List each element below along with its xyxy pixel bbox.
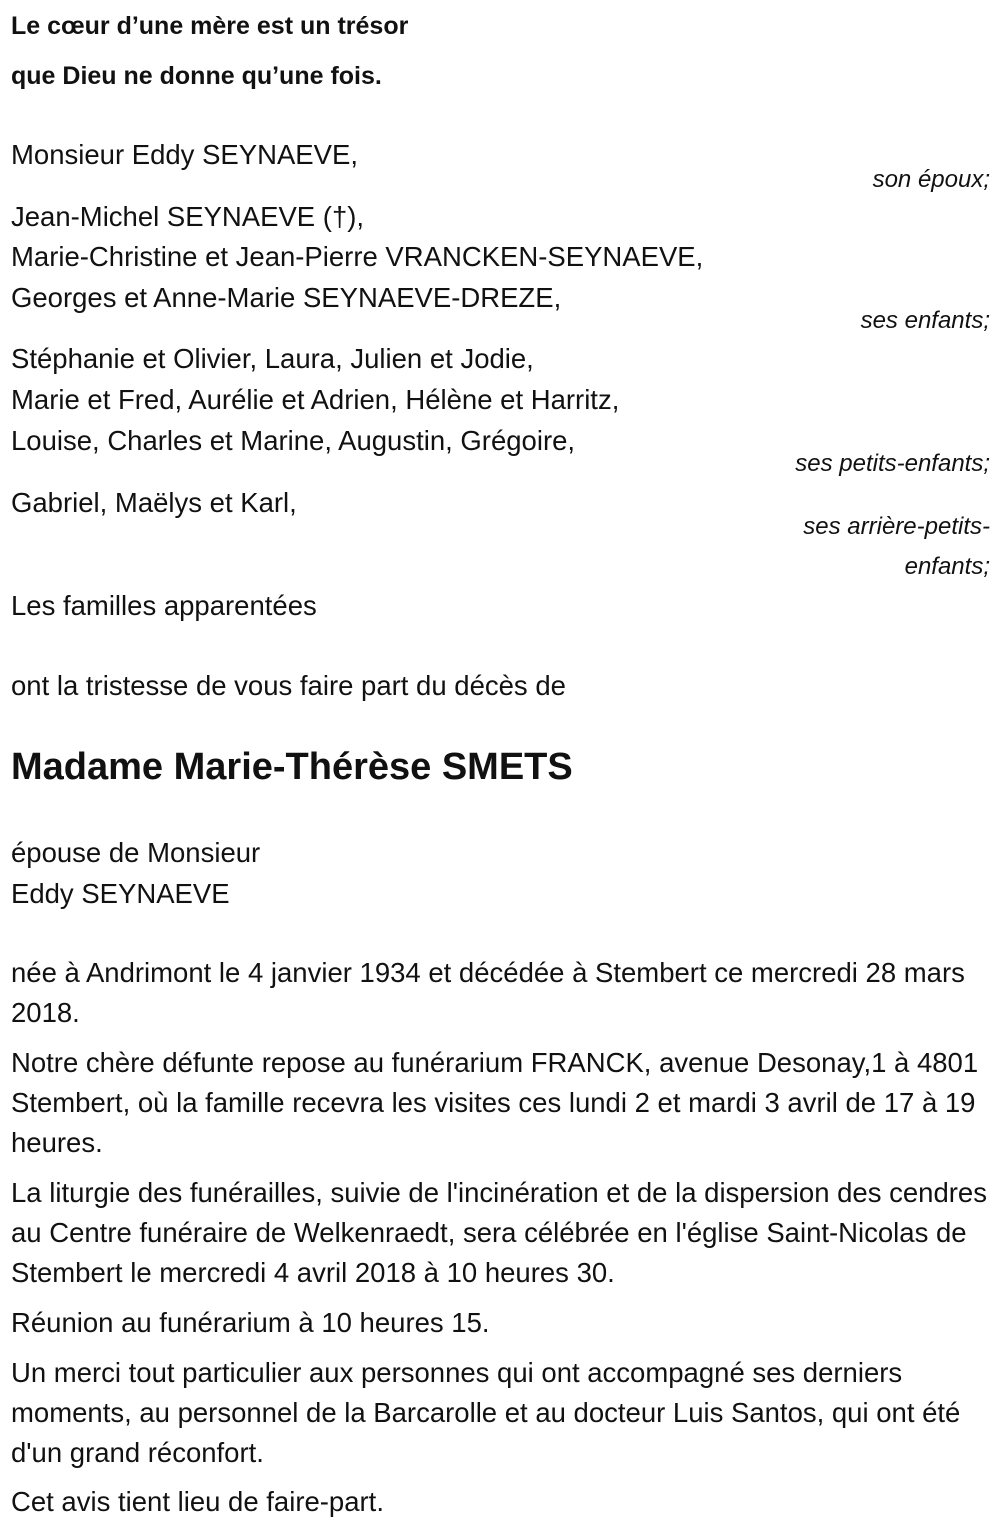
announcement: ont la tristesse de vous faire part du décès de [11, 670, 566, 701]
quote-line-2: que Dieu ne donne qu’une fois. [11, 62, 382, 90]
liturgy-paragraph: La liturgie des funérailles, suivie de l'incinération et de la dispersion des cendres au Centre funéraire de Welkenraedt, sera célébrée en l'église Saint-Nicolas de Stembert le mercredi 4 avril 2018 à 10 heures 30. [11, 1177, 987, 1288]
funeral-home-paragraph: Notre chère défunte repose au funérarium FRANCK, avenue Desonay,1 à 4801 Stembert, où la famille recevra les visites ces lundi 2 et mardi 3 avril de 17 à 19 heures. [11, 1047, 979, 1158]
grandchildren-3: Louise, Charles et Marine, Augustin, Grégoire, [11, 425, 576, 456]
spouse-of-line-1: épouse de Monsieur [11, 837, 261, 868]
children-role: ses enfants; [860, 307, 990, 334]
great-grandchildren: Gabriel, Maëlys et Karl, [11, 487, 297, 518]
child-1: Jean-Michel SEYNAEVE (†), [11, 201, 365, 232]
deceased-name: Madame Marie-Thérèse SMETS [11, 746, 573, 788]
spouse-role: son époux; [872, 166, 990, 193]
spouse-name: Monsieur Eddy SEYNAEVE, [11, 139, 358, 170]
child-3: Georges et Anne-Marie SEYNAEVE-DREZE, [11, 282, 562, 313]
grandchildren-2: Marie et Fred, Aurélie et Adrien, Hélène et Harritz, [11, 384, 620, 415]
grandchildren-role: ses petits-enfants; [795, 450, 990, 477]
meeting-paragraph: Réunion au funérarium à 10 heures 15. [11, 1307, 490, 1338]
spouse-of-line-2: Eddy SEYNAEVE [11, 878, 230, 909]
birth-death-paragraph: née à Andrimont le 4 janvier 1934 et décédée à Stembert ce mercredi 28 mars 2018. [11, 957, 965, 1028]
relatives: Les familles apparentées [11, 590, 317, 621]
grandchildren-1: Stéphanie et Olivier, Laura, Julien et Jodie, [11, 343, 534, 374]
child-2: Marie-Christine et Jean-Pierre VRANCKEN-SEYNAEVE, [11, 241, 704, 272]
great-grandchildren-role: ses arrière-petits-enfants; [803, 513, 990, 580]
notice-paragraph: Cet avis tient lieu de faire-part. [11, 1486, 384, 1517]
thanks-paragraph: Un merci tout particulier aux personnes qui ont accompagné ses derniers moments, au personnel de la Barcarolle et au docteur Luis Santos, qui ont été d'un grand réconfort. [11, 1357, 961, 1468]
quote-line-1: Le cœur d’une mère est un trésor [11, 12, 409, 40]
